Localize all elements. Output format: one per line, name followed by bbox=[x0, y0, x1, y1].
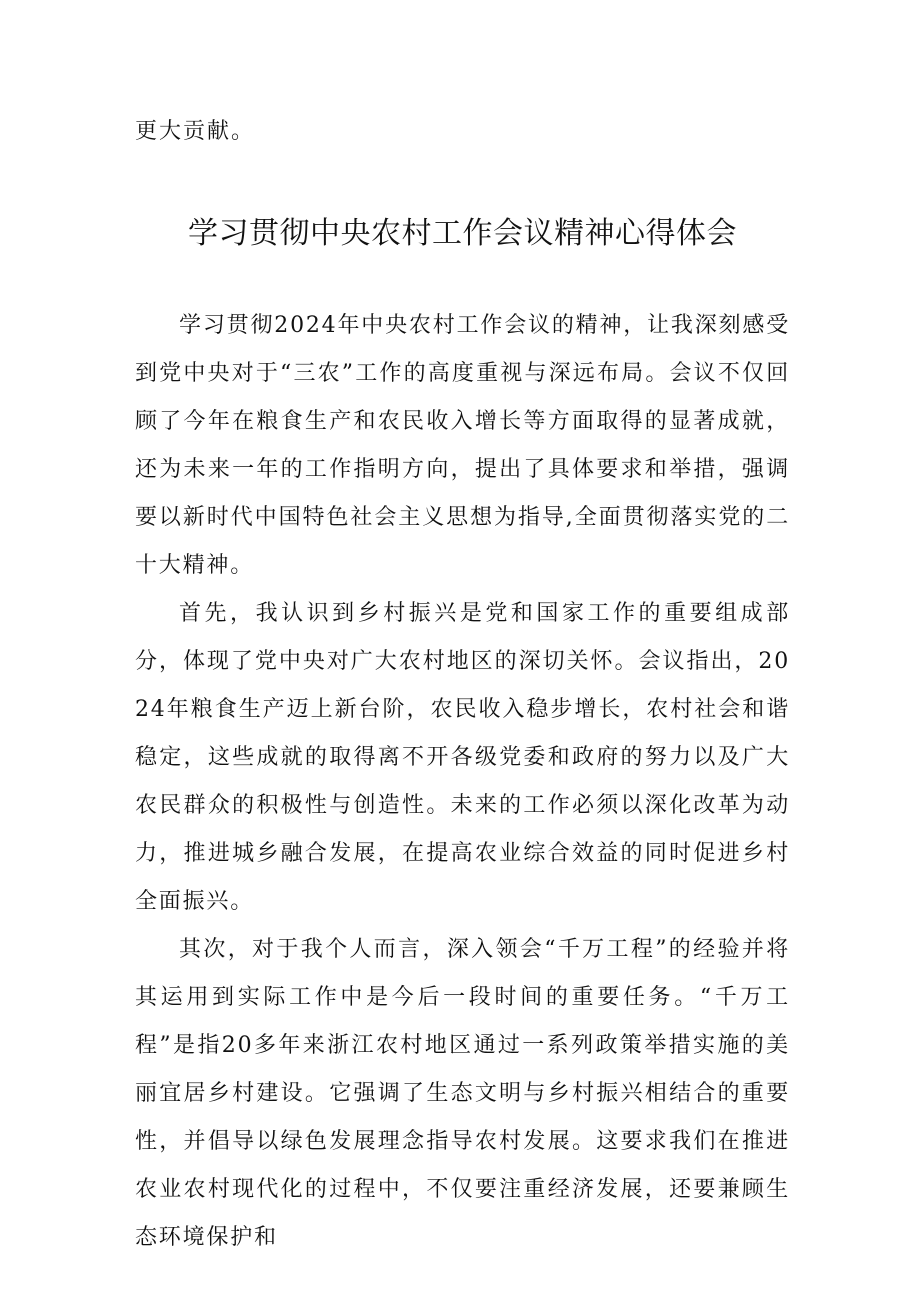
document-content bbox=[135, 108, 790, 1262]
paragraph-3: 其次，对于我个人而言，深入领会“千万工程”的经验并将其运用到实际工作中是今后一段时间的重要任务。“千万工程”是指20多年来浙江农村地区通过一系列政策举措实施的美丽宜居乡村建设。它强调了生态文明与乡村振兴相结合的重要性，并倡导以绿色发展理念指导农村发展。这要求我们在推进农业农村现代化的过程中，不仅要注重经济发展，还要兼顾生态环境保护和 bbox=[135, 937, 790, 1250]
paragraph-2: 首先，我认识到乡村振兴是党和国家工作的重要组成部分，体现了党中央对广大农村地区的深切关怀。会议指出，2024年粮食生产迈上新台阶，农民收入稳步增长，农村社会和谐稳定，这些成就的取得离不开各级党委和政府的努力以及广大农民群众的积极性与创造性。未来的工作必须以深化改革为动力，推进城乡融合发展，在提高农业综合效益的同时促进乡村全面振兴。 bbox=[135, 601, 790, 914]
continued-text: 更大贡献。 bbox=[135, 119, 256, 144]
paragraph-1: 学习贯彻2024年中央农村工作会议的精神，让我深刻感受到党中央对于“三农”工作的高度重视与深远布局。会议不仅回顾了今年在粮食生产和农民收入增长等方面取得的显著成就，还为未来一年的工作指明方向，提出了具体要求和举措，强调要以新时代中国特色社会主义思想为指导,全面贯彻落实党的二十大精神。 bbox=[135, 313, 790, 578]
page-title: 学习贯彻中央农村工作会议精神心得体会 bbox=[188, 216, 737, 251]
